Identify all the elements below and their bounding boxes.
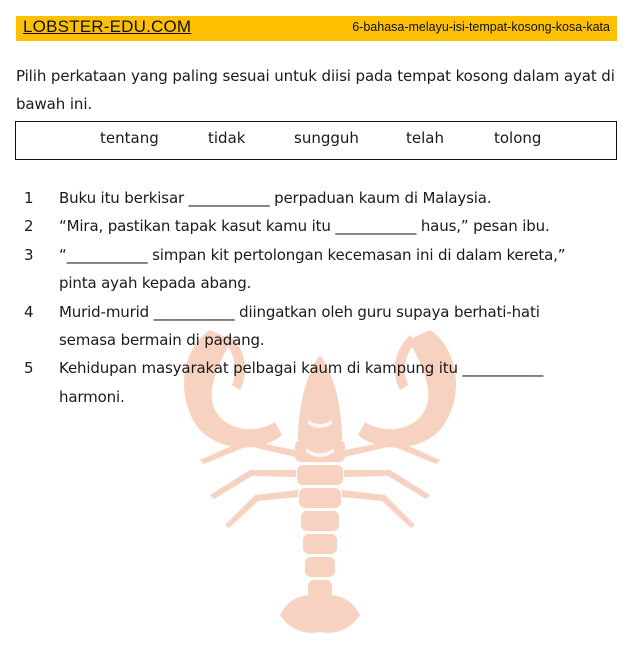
question-list bbox=[0, 184, 636, 411]
word-bank-item: tidak bbox=[208, 129, 246, 147]
question-number: 1 bbox=[24, 189, 34, 207]
question-item bbox=[0, 298, 636, 355]
question-item bbox=[0, 241, 636, 298]
question-number: 4 bbox=[24, 302, 34, 321]
header-bar bbox=[16, 16, 617, 41]
word-bank-item: sungguh bbox=[294, 129, 359, 147]
worksheet-slug: 6-bahasa-melayu-isi-tempat-kosong-kosa-kata bbox=[352, 20, 610, 34]
question-text: Buku itu berkisar ___________ perpaduan kaum di Malaysia. bbox=[59, 189, 492, 207]
question-text: Kehidupan masyarakat pelbagai kaum di kampung itu ___________ bbox=[59, 359, 544, 378]
instructions-text: Pilih perkataan yang paling sesuai untuk diisi pada tempat kosong dalam ayat di bawah ini. bbox=[16, 67, 615, 113]
site-brand-link[interactable]: LOBSTER-EDU.COM bbox=[23, 17, 192, 36]
question-text-continued: pinta ayah kepada abang. bbox=[59, 274, 252, 293]
question-text-continued: semasa bermain di padang. bbox=[59, 331, 265, 350]
question-number: 5 bbox=[24, 359, 34, 378]
question-text: “Mira, pastikan tapak kasut kamu itu ___________ haus,” pesan ibu. bbox=[59, 217, 550, 236]
question-text-continued: harmoni. bbox=[59, 387, 125, 406]
word-bank-box bbox=[15, 121, 617, 160]
question-number: 3 bbox=[24, 245, 34, 264]
question-item bbox=[0, 354, 636, 411]
question-item bbox=[0, 184, 636, 212]
word-bank-item: tolong bbox=[494, 129, 542, 147]
word-bank-item: telah bbox=[406, 129, 444, 147]
question-item bbox=[0, 212, 636, 240]
question-text: Murid-murid ___________ diingatkan oleh guru supaya berhati-hati bbox=[59, 302, 540, 321]
word-bank-item: tentang bbox=[100, 129, 159, 147]
question-number: 2 bbox=[24, 217, 34, 236]
question-text: “___________ simpan kit pertolongan kecemasan ini di dalam kereta,” bbox=[59, 245, 566, 264]
